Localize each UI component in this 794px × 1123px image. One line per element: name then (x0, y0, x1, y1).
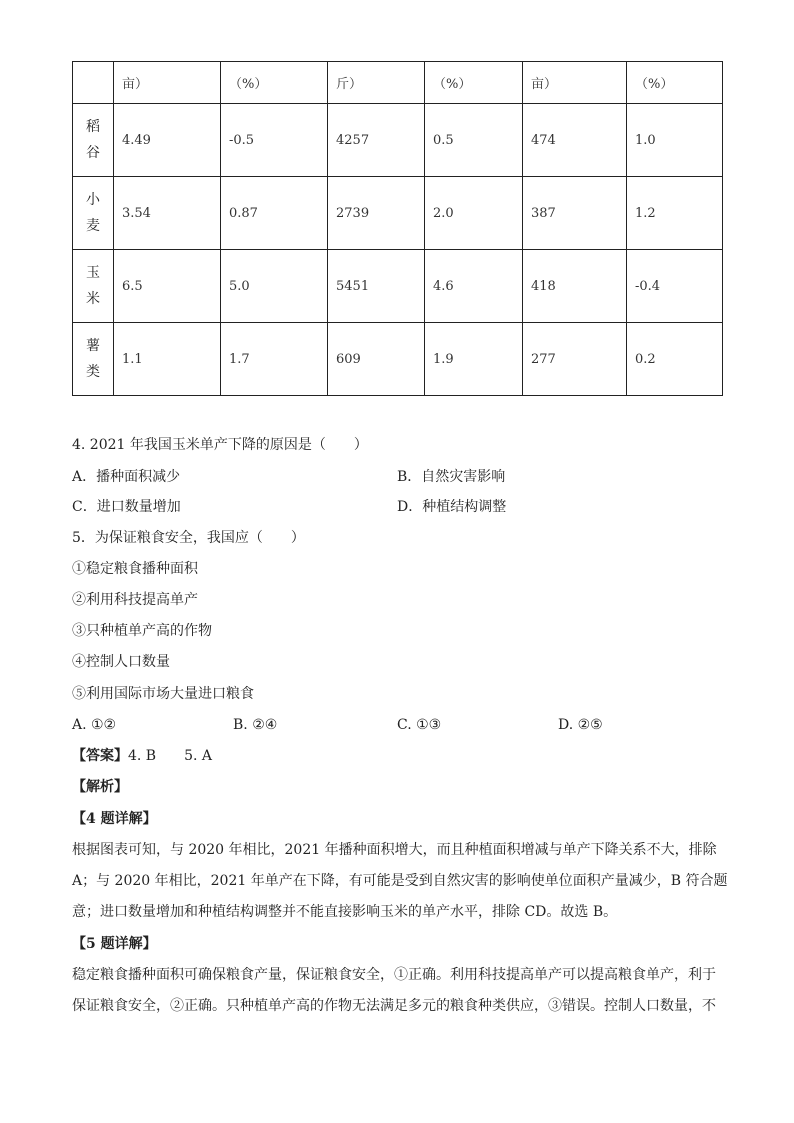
table-cell: 1.0 (627, 104, 723, 177)
question-5-item: ④控制人口数量 (72, 654, 170, 670)
question-5-stem: 5．为保证粮食安全，我国应（ ） (72, 530, 305, 546)
analysis-label: 【解析】 (72, 779, 128, 795)
question-4-option-c: C．进口数量增加 (72, 499, 181, 515)
table-cell: 418 (523, 250, 627, 323)
crop-name-cell (73, 104, 114, 177)
table-header-cell: （%） (627, 62, 723, 104)
table-cell: 4257 (328, 104, 425, 177)
grain-data-table (72, 61, 723, 396)
table-cell: 4.49 (114, 104, 221, 177)
table-row (73, 323, 723, 396)
table-header-cell (73, 62, 114, 104)
crop-name-char: 薯 (86, 338, 100, 354)
table-cell: 5451 (328, 250, 425, 323)
question-4-option-a: A．播种面积减少 (72, 469, 181, 485)
crop-name-char: 稻 (86, 119, 100, 135)
table-cell: 1.9 (425, 323, 523, 396)
table-cell: 0.2 (627, 323, 723, 396)
crop-name-char: 麦 (86, 218, 100, 234)
paragraph-line: 根据图表可知，与 2020 年相比，2021 年播种面积增大，而且种植面积增减与单产下降关系不大，排除 (72, 842, 717, 858)
question-5-option-b: B. ②④ (233, 717, 278, 733)
table-cell: 609 (328, 323, 425, 396)
question-5-item: ③只种植单产高的作物 (72, 623, 212, 639)
crop-name-char: 类 (86, 364, 100, 380)
table-cell: 3.54 (114, 177, 221, 250)
table-row (73, 250, 723, 323)
table-header-cell: 亩） (114, 62, 221, 104)
question-5-option-a: A. ①② (72, 717, 117, 733)
table-cell: 474 (523, 104, 627, 177)
table-header-cell: 亩） (523, 62, 627, 104)
table-row (73, 104, 723, 177)
question-5-option-c: C. ①③ (397, 717, 442, 733)
table-header-row (73, 62, 723, 104)
table-cell: 387 (523, 177, 627, 250)
question-5-item: ①稳定粮食播种面积 (72, 561, 198, 577)
table-cell: 1.7 (221, 323, 328, 396)
table-header-cell: 斤） (328, 62, 425, 104)
table-cell: 1.2 (627, 177, 723, 250)
table-cell: 0.5 (425, 104, 523, 177)
answer-line (72, 746, 212, 766)
question-5-item: ⑤利用国际市场大量进口粮食 (72, 686, 254, 702)
paragraph-line: 意；进口数量增加和种植结构调整并不能直接影响玉米的单产水平，排除 CD。故选 B。 (72, 904, 618, 920)
table-cell: 0.87 (221, 177, 328, 250)
answer-text: 4. B 5. A (128, 748, 213, 764)
table-header-cell: （%） (425, 62, 523, 104)
question-4-option-d: D．种植结构调整 (397, 499, 507, 515)
table-cell: 6.5 (114, 250, 221, 323)
table-cell: -0.4 (627, 250, 723, 323)
crop-name-cell (73, 250, 114, 323)
paragraph-line: A；与 2020 年相比，2021 年单产在下降，有可能是受到自然灾害的影响使单位面积产量减少，B 符合题 (72, 873, 728, 889)
crop-name-cell (73, 177, 114, 250)
detail-5-label: 【5 题详解】 (72, 936, 157, 952)
table-cell: 5.0 (221, 250, 328, 323)
table-cell: -0.5 (221, 104, 328, 177)
question-4-stem: 4. 2021 年我国玉米单产下降的原因是（ ） (72, 437, 368, 453)
detail-4-paragraph (72, 835, 726, 928)
question-4-option-b: B．自然灾害影响 (397, 469, 506, 485)
question-5-option-d: D. ②⑤ (558, 717, 603, 733)
paragraph-line: 稳定粮食播种面积可确保粮食产量，保证粮食安全，①正确。利用科技提高单产可以提高粮食单产，利于 (72, 967, 716, 983)
question-5-item: ②利用科技提高单产 (72, 592, 198, 608)
detail-4-label: 【4 题详解】 (72, 811, 157, 827)
crop-name-cell (73, 323, 114, 396)
paragraph-line: 保证粮食安全，②正确。只种植单产高的作物无法满足多元的粮食种类供应，③错误。控制人口数量，不 (72, 998, 716, 1014)
crop-name-char: 玉 (86, 265, 100, 281)
table-cell: 4.6 (425, 250, 523, 323)
crop-name-char: 小 (86, 192, 100, 208)
crop-name-char: 谷 (86, 145, 100, 161)
answer-label: 【答案】 (72, 748, 128, 764)
table-row (73, 177, 723, 250)
table-cell: 1.1 (114, 323, 221, 396)
table-cell: 2.0 (425, 177, 523, 250)
crop-name-char: 米 (86, 291, 100, 307)
table-cell: 277 (523, 323, 627, 396)
table-header-cell: （%） (221, 62, 328, 104)
detail-5-paragraph (72, 960, 726, 1022)
table-cell: 2739 (328, 177, 425, 250)
